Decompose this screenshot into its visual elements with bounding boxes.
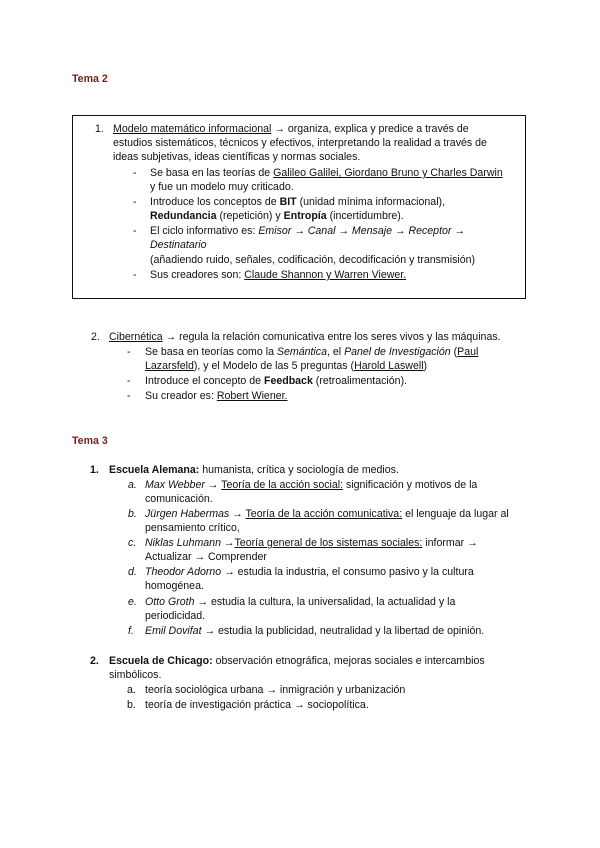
bullet-4: Sus creadores son: Claude Shannon y Warren Viewer.: [150, 269, 407, 281]
t3-item-2-cont: simbólicos.: [109, 669, 162, 681]
tema-3-heading: Tema 3: [72, 435, 108, 447]
theorists-link[interactable]: Galileo Galilei, Giordano Bruno y Charles Darwin: [273, 167, 503, 179]
sub-letter: c.: [128, 537, 137, 549]
modelo-matematico-title[interactable]: Modelo matemático informacional: [113, 123, 272, 135]
sub-a: Max Webber → Teoría de la acción social: significación y motivos de la: [145, 479, 478, 491]
sub-letter: a.: [128, 479, 137, 491]
bullet-dash: -: [127, 346, 131, 358]
tema-2-heading: Tema 2: [72, 73, 108, 85]
bullet-3-cont: Destinatario: [150, 239, 207, 251]
sub-e: Otto Groth → estudia la cultura, la universalidad, la actualidad y la: [145, 596, 456, 608]
ciber-bullet-1-cont: Lazarsfeld), y el Modelo de las 5 preguntas (Harold Laswell): [145, 360, 428, 372]
bullet-3-note: (añadiendo ruido, señales, codificación, decodificación y transmisión): [150, 254, 476, 266]
sub-letter: a.: [127, 684, 136, 696]
chicago-sub-a: teoría sociológica urbana → inmigración y urbanización: [145, 684, 406, 696]
bullet-dash: -: [133, 225, 137, 237]
sub-d-cont: homogénea.: [145, 580, 204, 592]
bullet-2: Introduce los conceptos de BIT (unidad mínima informacional),: [150, 196, 446, 208]
sub-b-cont: pensamiento crítico,: [145, 522, 240, 534]
sub-c-cont: Actualizar → Comprender: [145, 551, 267, 563]
sub-e-cont: periodicidad.: [145, 610, 206, 622]
sub-d: Theodor Adorno → estudia la industria, el consumo pasivo y la cultura: [145, 566, 474, 578]
t3-item-2-number: 2.: [90, 655, 99, 667]
item-2-line: Cibernética → regula la relación comunicativa entre los seres vivos y las máquinas.: [109, 331, 501, 343]
item-1-line-3: ideas subjetivas, ideas científicas y normas sociales.: [113, 151, 361, 163]
ciber-bullet-2: Introduce el concepto de Feedback (retroalimentación).: [145, 375, 408, 387]
sub-f: Emil Dovifat → estudia la publicidad, neutralidad y la libertad de opinión.: [145, 625, 485, 637]
bullet-1-cont: y fue un modelo muy criticado.: [150, 181, 294, 193]
sub-letter: f.: [128, 625, 134, 637]
t3-item-1-line: Escuela Alemana: humanista, crítica y sociología de medios.: [109, 464, 399, 476]
bullet-3: El ciclo informativo es: Emisor → Canal → Mensaje → Receptor →: [150, 225, 465, 237]
bullet-2-cont: Redundancia (repetición) y Entropía (incertidumbre).: [150, 210, 404, 222]
bullet-dash: -: [127, 375, 131, 387]
sub-letter: b.: [128, 508, 137, 520]
sub-letter: b.: [127, 699, 136, 711]
bullet-dash: -: [127, 390, 131, 402]
sub-letter: e.: [128, 596, 137, 608]
wiener-link[interactable]: Robert Wiener.: [216, 390, 288, 402]
cibernetica-title[interactable]: Cibernética: [109, 331, 163, 343]
bullet-dash: -: [133, 167, 137, 179]
t3-item-1-number: 1.: [90, 464, 99, 476]
bullet-1: Se basa en las teorías de Galileo Galilei, Giordano Bruno y Charles Darwin: [150, 167, 503, 179]
sub-b: Jürgen Habermas → Teoría de la acción comunicativa: el lenguaje da lugar al: [145, 508, 509, 520]
bullet-dash: -: [133, 269, 137, 281]
sub-letter: d.: [128, 566, 137, 578]
ciber-bullet-1: Se basa en teorías como la Semántica, el Panel de Investigación (Paul: [145, 346, 479, 358]
sub-c: Niklas Luhmann →Teoría general de los sistemas sociales: informar →: [145, 537, 478, 549]
item-2-number: 2.: [91, 331, 100, 343]
bullet-dash: -: [133, 196, 137, 208]
sub-a-cont: comunicación.: [145, 493, 213, 505]
item-1-line-1: Modelo matemático informacional → organiza, explica y predice a través de: [113, 123, 469, 135]
item-1-line-2: estudios sistemáticos, técnicos y efectivos, interpretando la realidad a través de: [113, 137, 487, 149]
creators-link[interactable]: Claude Shannon y Warren Viewer.: [244, 269, 407, 281]
item-1-number: 1.: [95, 123, 104, 135]
ciber-bullet-3: Su creador es: Robert Wiener.: [145, 390, 288, 402]
chicago-sub-b: teoría de investigación práctica → sociopolítica.: [145, 699, 369, 711]
t3-item-2-line: Escuela de Chicago: observación etnográfica, mejoras sociales e intercambios: [109, 655, 485, 667]
